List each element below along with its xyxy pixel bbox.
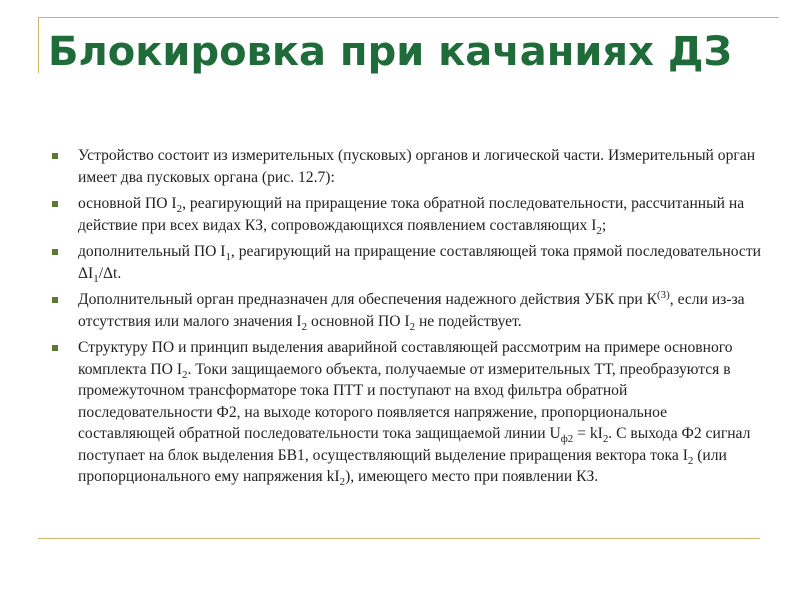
bullet-item xyxy=(52,145,764,188)
text-segment: , если из-за отсутствия или малого значения I xyxy=(78,291,745,330)
subscript: 2 xyxy=(176,203,183,216)
square-bullet-icon xyxy=(52,201,58,207)
subscript: 1 xyxy=(93,272,99,285)
subscript: 2 xyxy=(339,476,346,489)
text-segment: . Токи защищаемого объекта, получаемые от измерительных ТТ, преобразуются в промежуточном трансформаторе тока ПТТ и поступают на вход фильтра обратной последовательности Ф2, на выходе которого появляется напряжение, пропорциональное составляющей обратной последовательности тока защищаемой линии U xyxy=(78,360,731,442)
bullet-text xyxy=(78,288,745,333)
bottom-divider-line xyxy=(38,538,760,539)
text-segment: , реагирующий на приращение тока обратной последовательности, рассчитанный на действие при всех видах КЗ, сопровождающихся появлением составляющих I xyxy=(78,195,745,234)
subscript: 2 xyxy=(602,433,609,446)
text-segment: (или пропорционального ему напряжения kI xyxy=(78,446,727,485)
superscript: (3) xyxy=(657,288,670,301)
left-accent-line xyxy=(38,17,39,73)
bullet-text xyxy=(78,147,755,186)
subscript: 2 xyxy=(596,224,602,237)
bullet-item xyxy=(52,241,764,284)
bullet-text xyxy=(78,195,745,237)
subscript: 2 xyxy=(301,320,308,333)
text-segment: дополнительный ПО I xyxy=(78,243,226,260)
text-segment: Структуру ПО и принцип выделения аварийной составляющей рассмотрим на примере основного комплекта ПО I xyxy=(78,339,733,378)
text-segment: Дополнительный орган предназначен для обеспечения надежного действия УБК при К xyxy=(78,291,658,308)
square-bullet-icon xyxy=(52,345,58,351)
text-segment: основной ПО I xyxy=(78,195,177,212)
top-divider-line xyxy=(38,17,779,18)
bullet-list xyxy=(52,145,764,493)
text-segment: основной ПО I xyxy=(307,312,410,330)
subscript: 2 xyxy=(182,368,188,381)
text-segment: , реагирующий на приращение составляющей тока прямой последовательности ΔI xyxy=(78,243,761,282)
square-bullet-icon xyxy=(52,249,58,255)
text-segment: = kI xyxy=(573,425,603,442)
subscript: 2 xyxy=(409,320,416,333)
bullet-item xyxy=(52,193,764,236)
text-segment: /Δt. xyxy=(98,264,122,282)
text-segment: не подействует. xyxy=(415,312,522,330)
bullet-item xyxy=(52,337,764,488)
square-bullet-icon xyxy=(52,297,58,303)
text-segment: . С выхода Ф2 сигнал поступает на блок выделения БВ1, осуществляющий выделение приращения вектора тока I xyxy=(78,425,751,464)
subscript: ф2 xyxy=(560,433,574,446)
slide-title: Блокировка при качаниях ДЗ xyxy=(48,29,732,75)
square-bullet-icon xyxy=(52,153,58,159)
subscript: 1 xyxy=(225,251,231,264)
text-segment: ), имеющего место при появлении КЗ. xyxy=(345,468,599,485)
subscript: 2 xyxy=(687,454,694,467)
text-segment: Устройство состоит из измерительных (пусковых) органов и логической части. Измерительный орган имеет два пусковых органа (рис. 12.7): xyxy=(78,147,756,186)
bullet-text xyxy=(78,339,751,489)
bullet-text xyxy=(78,243,761,285)
text-segment: ; xyxy=(601,216,607,234)
bullet-item xyxy=(52,289,764,332)
